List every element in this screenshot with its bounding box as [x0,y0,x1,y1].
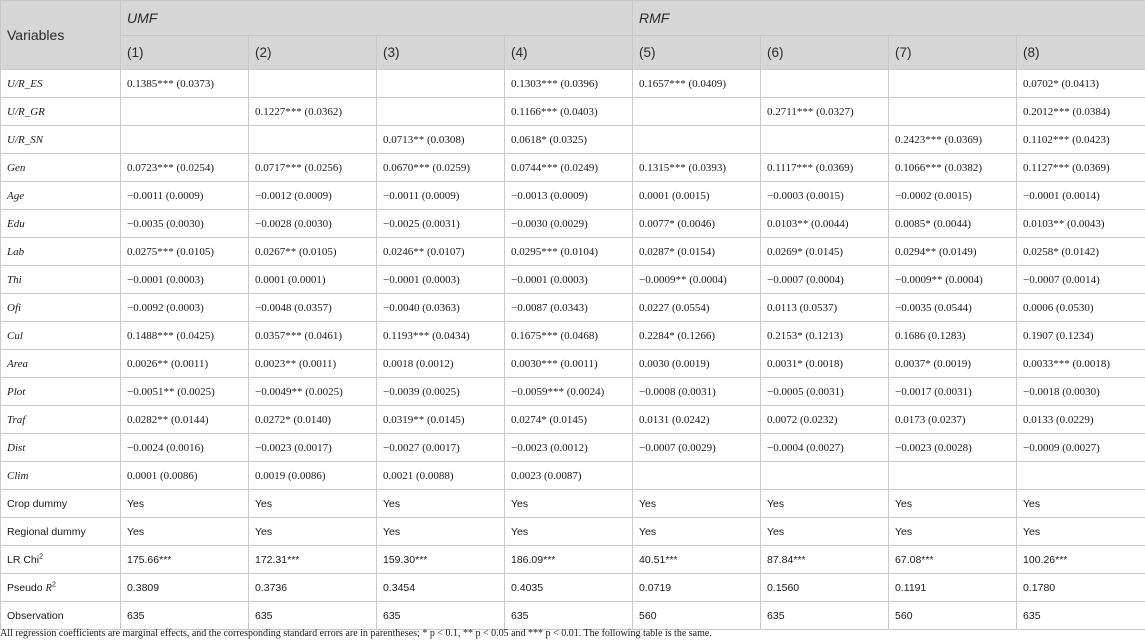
table-cell: −0.0030 (0.0029) [505,210,633,238]
table-cell: 0.0031* (0.0018) [761,350,889,378]
table-cell: −0.0017 (0.0031) [889,378,1017,406]
table-cell [761,462,889,490]
row-label [1,182,121,210]
table-cell: 0.0295*** (0.0104) [505,238,633,266]
table-cell [633,462,761,490]
row-label-text: Regional dummy [7,525,86,538]
table-cell: −0.0027 (0.0017) [377,434,505,462]
table-cell: 0.0021 (0.0088) [377,462,505,490]
row-label [1,490,121,518]
row-label [1,98,121,126]
table-cell: 0.0618* (0.0325) [505,126,633,154]
table-cell: 0.0023** (0.0011) [249,350,377,378]
table-cell: −0.0001 (0.0003) [121,266,249,294]
table-cell: 0.0717*** (0.0256) [249,154,377,182]
table-cell: 0.0133 (0.0229) [1017,406,1145,434]
table-cell [889,98,1017,126]
table-cell: 0.0670*** (0.0259) [377,154,505,182]
table-cell: 0.0227 (0.0554) [633,294,761,322]
table-cell: 0.1191 [889,574,1017,602]
table-cell [249,126,377,154]
row-label-text: Clim [7,469,29,482]
table-cell: 0.1315*** (0.0393) [633,154,761,182]
table-cell: −0.0002 (0.0015) [889,182,1017,210]
row-label-text: Ofi [7,301,22,314]
column-header: (1) [121,36,249,70]
table-cell: Yes [633,518,761,546]
row-label [1,574,121,602]
table-cell: −0.0003 (0.0015) [761,182,889,210]
row-label [1,266,121,294]
table-row [1,210,1145,238]
row-label-text: Pseudo [7,581,46,594]
table-cell: Yes [377,490,505,518]
row-label [1,210,121,238]
table-cell: 0.0103** (0.0043) [1017,210,1145,238]
table-cell: 0.1066*** (0.0382) [889,154,1017,182]
table-cell: −0.0004 (0.0027) [761,434,889,462]
table-cell: 0.0030 (0.0019) [633,350,761,378]
row-label-text: Gen [7,161,26,174]
table-footnote: All regression coefficients are marginal effects, and the corresponding standard errors are in parentheses; * p < 0.1, ** p < 0.05 and *** p < 0.01. The following table is the same. [0,628,712,639]
row-label [1,378,121,406]
table-row [1,322,1145,350]
table-cell: 0.0723*** (0.0254) [121,154,249,182]
table-cell [633,98,761,126]
table-cell: −0.0059*** (0.0024) [505,378,633,406]
table-cell: Yes [505,518,633,546]
table-cell [889,70,1017,98]
table-cell: 0.0294** (0.0149) [889,238,1017,266]
table-cell [377,98,505,126]
row-label-text: Area [7,357,28,370]
row-label [1,294,121,322]
table-cell: 0.0033*** (0.0018) [1017,350,1145,378]
table-cell: 0.0113 (0.0537) [761,294,889,322]
table-cell: Yes [249,518,377,546]
table-cell: −0.0039 (0.0025) [377,378,505,406]
table-cell: 0.0357*** (0.0461) [249,322,377,350]
table-cell: −0.0087 (0.0343) [505,294,633,322]
table-cell: −0.0048 (0.0357) [249,294,377,322]
table-cell: 87.84*** [761,546,889,574]
table-cell: 67.08*** [889,546,1017,574]
table-cell: 0.1227*** (0.0362) [249,98,377,126]
table-cell: 100.26*** [1017,546,1145,574]
row-label [1,518,121,546]
row-label [1,546,121,574]
header-row-columns [1,36,1145,70]
table-row [1,490,1145,518]
table-cell: Yes [377,518,505,546]
table-cell: 0.1193*** (0.0434) [377,322,505,350]
table-cell: 172.31*** [249,546,377,574]
table-cell: 0.1907 (0.1234) [1017,322,1145,350]
table-row [1,294,1145,322]
row-label-superscript: 2 [39,553,44,560]
column-header: (3) [377,36,505,70]
table-row [1,238,1145,266]
table-cell: 0.0275*** (0.0105) [121,238,249,266]
table-cell: 0.1560 [761,574,889,602]
table-cell: 186.09*** [505,546,633,574]
table-cell: 635 [1017,602,1145,630]
table-cell: −0.0005 (0.0031) [761,378,889,406]
table-row [1,182,1145,210]
table-cell: 0.0023 (0.0087) [505,462,633,490]
table-cell: 635 [121,602,249,630]
table-cell: 0.0744*** (0.0249) [505,154,633,182]
table-cell: 0.0085* (0.0044) [889,210,1017,238]
table-cell: 0.1675*** (0.0468) [505,322,633,350]
table-cell: −0.0023 (0.0028) [889,434,1017,462]
row-label [1,462,121,490]
table-cell [889,462,1017,490]
table-cell: 0.0713** (0.0308) [377,126,505,154]
table-cell: 0.1780 [1017,574,1145,602]
table-cell: Yes [761,490,889,518]
table-cell: 0.0131 (0.0242) [633,406,761,434]
table-cell: 0.1102*** (0.0423) [1017,126,1145,154]
column-header: (2) [249,36,377,70]
table-cell: 0.0001 (0.0001) [249,266,377,294]
table-cell [1017,462,1145,490]
table-row [1,602,1145,630]
table-cell: Yes [121,490,249,518]
row-label-superscript: 2 [51,581,56,588]
table-cell: 40.51*** [633,546,761,574]
row-label-text: U/R_GR [7,105,45,118]
table-cell: −0.0007 (0.0029) [633,434,761,462]
table-cell: 0.0702* (0.0413) [1017,70,1145,98]
table-cell: Yes [761,518,889,546]
table-cell: 0.3454 [377,574,505,602]
row-label-text: LR Chi [7,553,40,566]
table-row [1,154,1145,182]
table-cell: 0.1166*** (0.0403) [505,98,633,126]
table-cell: −0.0040 (0.0363) [377,294,505,322]
table-cell: −0.0049** (0.0025) [249,378,377,406]
group-header-umf: UMF [121,1,633,36]
table-cell: 0.2423*** (0.0369) [889,126,1017,154]
table-row [1,70,1145,98]
table-row [1,518,1145,546]
row-label [1,406,121,434]
row-label-text: Observation [7,609,64,622]
column-header: (7) [889,36,1017,70]
table-cell: Yes [889,518,1017,546]
table-cell: −0.0009** (0.0004) [889,266,1017,294]
table-cell: 0.0282** (0.0144) [121,406,249,434]
table-cell: −0.0051** (0.0025) [121,378,249,406]
table-row [1,434,1145,462]
table-row [1,546,1145,574]
table-cell: 0.0719 [633,574,761,602]
table-cell: Yes [121,518,249,546]
table-cell: 0.0103** (0.0044) [761,210,889,238]
table-cell: 0.0274* (0.0145) [505,406,633,434]
table-cell [121,98,249,126]
table-cell: 635 [377,602,505,630]
table-cell: 159.30*** [377,546,505,574]
table-cell: Yes [249,490,377,518]
variables-header: Variables [1,1,121,70]
table-cell: −0.0012 (0.0009) [249,182,377,210]
group-header-rmf: RMF [633,1,1145,36]
table-cell: 0.0267** (0.0105) [249,238,377,266]
table-cell: 0.1657*** (0.0409) [633,70,761,98]
table-cell: −0.0007 (0.0004) [761,266,889,294]
table-cell: 0.0026** (0.0011) [121,350,249,378]
table-cell: 0.2153* (0.1213) [761,322,889,350]
column-header: (5) [633,36,761,70]
table-cell [761,126,889,154]
row-label-text: Thi [7,273,22,286]
table-cell: 0.0269* (0.0145) [761,238,889,266]
table-cell: Yes [889,490,1017,518]
table-cell: 635 [761,602,889,630]
table-cell: Yes [1017,490,1145,518]
table-cell: 0.0037* (0.0019) [889,350,1017,378]
table-body [1,70,1145,630]
table-cell: 0.0030*** (0.0011) [505,350,633,378]
table-cell: 0.0018 (0.0012) [377,350,505,378]
table-cell: 0.0258* (0.0142) [1017,238,1145,266]
table-cell: 0.0287* (0.0154) [633,238,761,266]
table-cell: Yes [505,490,633,518]
table-row [1,462,1145,490]
table-cell: 0.2012*** (0.0384) [1017,98,1145,126]
row-label [1,350,121,378]
table-cell [249,70,377,98]
table-row [1,574,1145,602]
table-cell: −0.0001 (0.0003) [377,266,505,294]
table-cell: −0.0011 (0.0009) [377,182,505,210]
table-cell: 0.2711*** (0.0327) [761,98,889,126]
table-cell: 0.0001 (0.0086) [121,462,249,490]
table-cell: 0.1686 (0.1283) [889,322,1017,350]
table-cell: −0.0001 (0.0014) [1017,182,1145,210]
table-row [1,266,1145,294]
table-cell: −0.0009 (0.0027) [1017,434,1145,462]
table-row [1,378,1145,406]
table-row [1,98,1145,126]
table-cell: −0.0023 (0.0012) [505,434,633,462]
table-cell: 0.4035 [505,574,633,602]
table-cell: 635 [505,602,633,630]
table-row [1,126,1145,154]
table-cell [121,126,249,154]
column-header: (8) [1017,36,1145,70]
table-cell: 560 [889,602,1017,630]
table-cell: −0.0009** (0.0004) [633,266,761,294]
table-cell: −0.0013 (0.0009) [505,182,633,210]
table-cell: 0.0006 (0.0530) [1017,294,1145,322]
table-cell: 0.3736 [249,574,377,602]
table-cell [633,126,761,154]
table-cell: 175.66*** [121,546,249,574]
row-label-text: Dist [7,441,26,454]
table-cell: 0.1488*** (0.0425) [121,322,249,350]
table-cell: 560 [633,602,761,630]
row-label [1,602,121,630]
table-row [1,406,1145,434]
table-cell [377,70,505,98]
table-cell: −0.0092 (0.0003) [121,294,249,322]
table-cell: −0.0024 (0.0016) [121,434,249,462]
table-cell: −0.0001 (0.0003) [505,266,633,294]
table-cell: −0.0035 (0.0030) [121,210,249,238]
column-header: (6) [761,36,889,70]
row-label-text: Lab [7,245,25,258]
table-cell: −0.0035 (0.0544) [889,294,1017,322]
table-cell: −0.0007 (0.0014) [1017,266,1145,294]
table-cell: 0.1385*** (0.0373) [121,70,249,98]
table-cell: −0.0025 (0.0031) [377,210,505,238]
table-cell: 0.0019 (0.0086) [249,462,377,490]
table-cell: Yes [633,490,761,518]
table-row [1,350,1145,378]
row-label [1,238,121,266]
table-cell: −0.0028 (0.0030) [249,210,377,238]
row-label [1,126,121,154]
table-cell: Yes [1017,518,1145,546]
table-cell: 0.0246** (0.0107) [377,238,505,266]
row-label-text: Cul [7,329,23,342]
table-cell: 635 [249,602,377,630]
row-label-text: U/R_SN [7,133,44,146]
table-cell: −0.0008 (0.0031) [633,378,761,406]
column-header: (4) [505,36,633,70]
table-cell: 0.1127*** (0.0369) [1017,154,1145,182]
table-cell: 0.0072 (0.0232) [761,406,889,434]
row-label [1,434,121,462]
row-label-text: Plot [7,385,26,398]
table-cell: 0.0077* (0.0046) [633,210,761,238]
table-cell [761,70,889,98]
table-cell: 0.0319** (0.0145) [377,406,505,434]
table-cell: 0.1117*** (0.0369) [761,154,889,182]
table-cell: 0.2284* (0.1266) [633,322,761,350]
row-label-text: Crop dummy [7,497,68,510]
row-label [1,70,121,98]
table-cell: 0.0272* (0.0140) [249,406,377,434]
row-label-text: Edu [7,217,25,230]
header-row-groups [1,1,1145,36]
table-cell: −0.0023 (0.0017) [249,434,377,462]
row-label [1,154,121,182]
table-cell: −0.0011 (0.0009) [121,182,249,210]
table-cell: 0.1303*** (0.0396) [505,70,633,98]
row-label-text: Age [7,189,25,202]
row-label-italic: R [45,582,52,594]
row-label [1,322,121,350]
table-cell: 0.0173 (0.0237) [889,406,1017,434]
table-cell: 0.0001 (0.0015) [633,182,761,210]
table-cell: 0.3809 [121,574,249,602]
table-cell: −0.0018 (0.0030) [1017,378,1145,406]
row-label-text: U/R_ES [7,77,43,90]
row-label-text: Traf [7,413,26,426]
